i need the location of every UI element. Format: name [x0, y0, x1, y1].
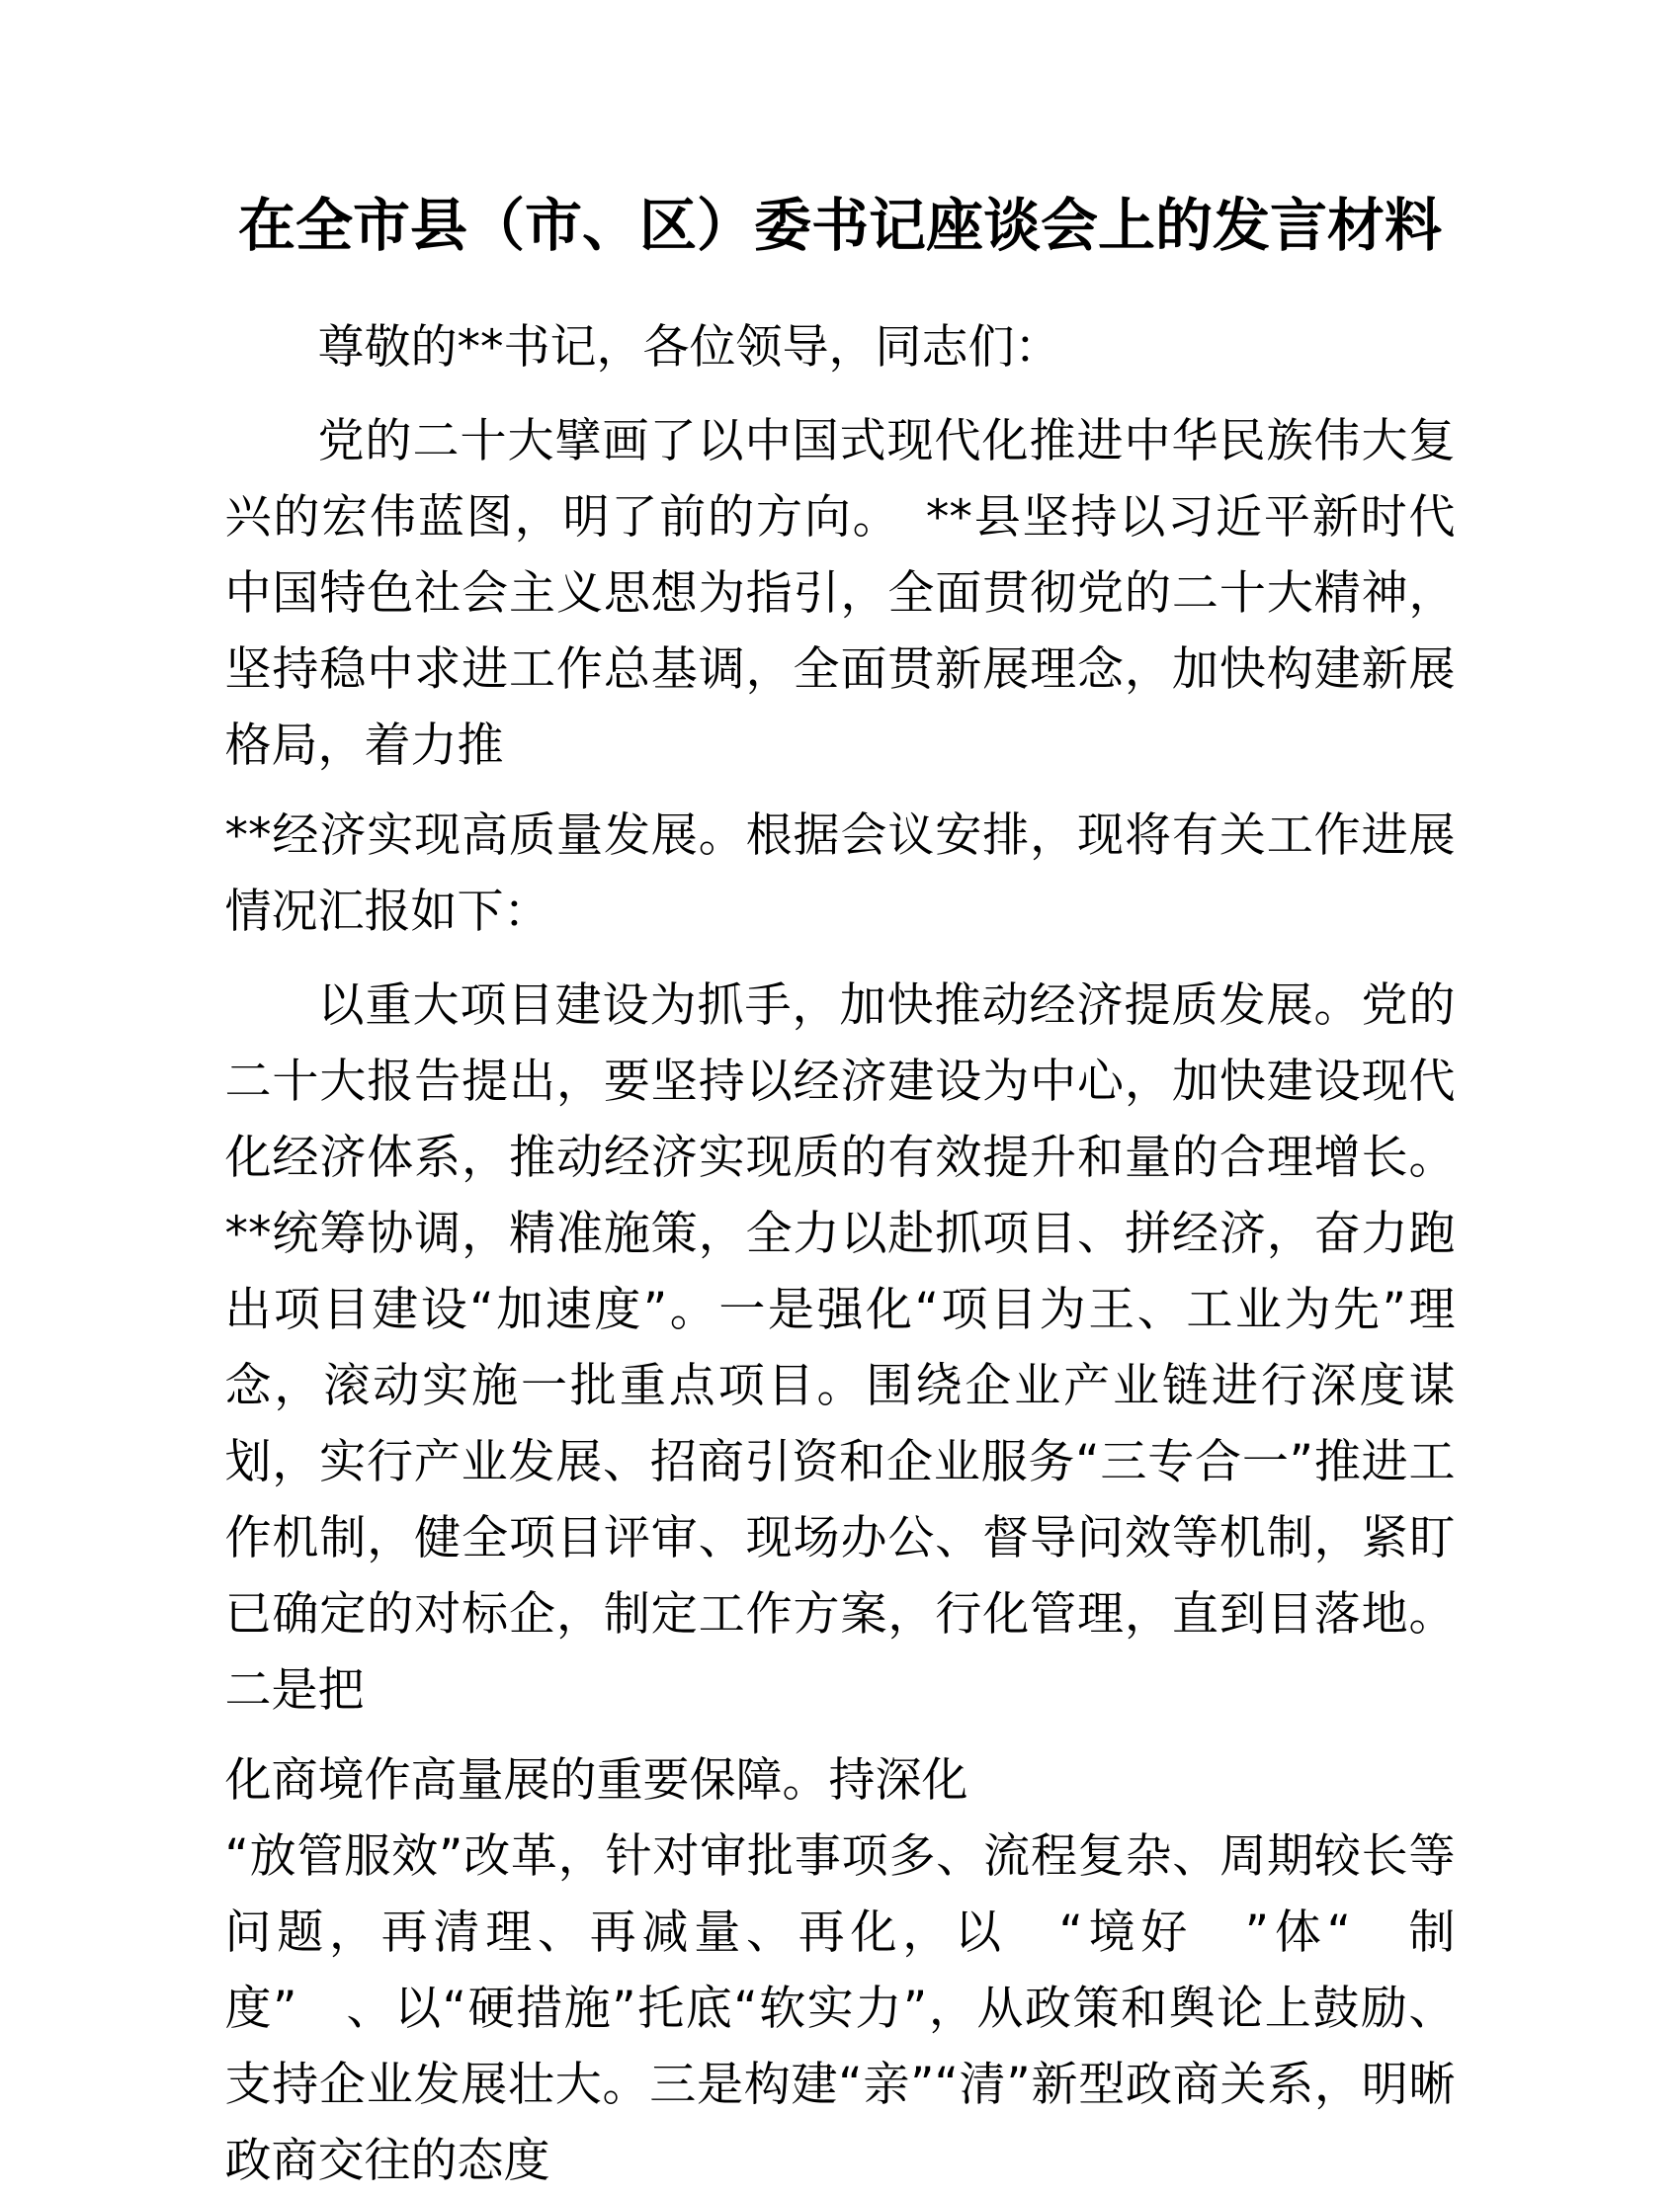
body-paragraph-3-continuation: “放管服效”改革，针对审批事项多、流程复杂、周期较长等问题，再清理、再减量、再化，以 “境好 ”体“ 制度” 、以“硬措施”托底“软实力”，从政策和舆论上鼓励、支持企业发展壮大。三是构建“亲”“清”新型政商关系，明晰政商交往的态度: [224, 1829, 1456, 2188]
body-paragraph-1: 党的二十大擘画了以中国式现代化推进中华民族伟大复兴的宏伟蓝图，明了前的方向。 **县坚持以习近平新时代中国特色社会主义思想为指引，全面贯彻党的二十大精神，坚持稳中求进工作总基调，全面贯新展理念，加快构建新展格局，着力推: [224, 414, 1456, 773]
body-paragraph-2: 以重大项目建设为抓手，加快推动经济提质发展。党的二十大报告提出，要坚持以经济建设为中心，加快建设现代化经济体系，推动经济实现质的有效提升和量的合理增长。**统筹协调，精准施策，全力以赴抓项目、拼经济，奋力跑出项目建设“加速度”。一是强化“项目为王、工业为先”理念，滚动实施一批重点项目。围绕企业产业链进行深度谋划，实行产业发展、招商引资和企业服务“三专合一”推进工作机制，健全项目评审、现场办公、督导问效等机制，紧盯已确定的对标企，制定工作方案，行化管理，直到目落地。二是把: [224, 978, 1456, 1718]
body-paragraph-1-continuation: **经济实现高质量发展。根据会议安排，现将有关工作进展情况汇报如下：: [224, 808, 1456, 939]
page-title: 在全市县（市、区）委书记座谈会上的发言材料: [237, 192, 1442, 259]
paragraph-spacer-2: [0, 1729, 1680, 1742]
salutation-paragraph: 尊敬的**书记，各位领导，同志们：: [317, 320, 1061, 375]
body-paragraph-3: 化商境作高量展的重要保障。持深化: [224, 1753, 968, 1808]
paragraph-spacer: [0, 784, 1680, 798]
